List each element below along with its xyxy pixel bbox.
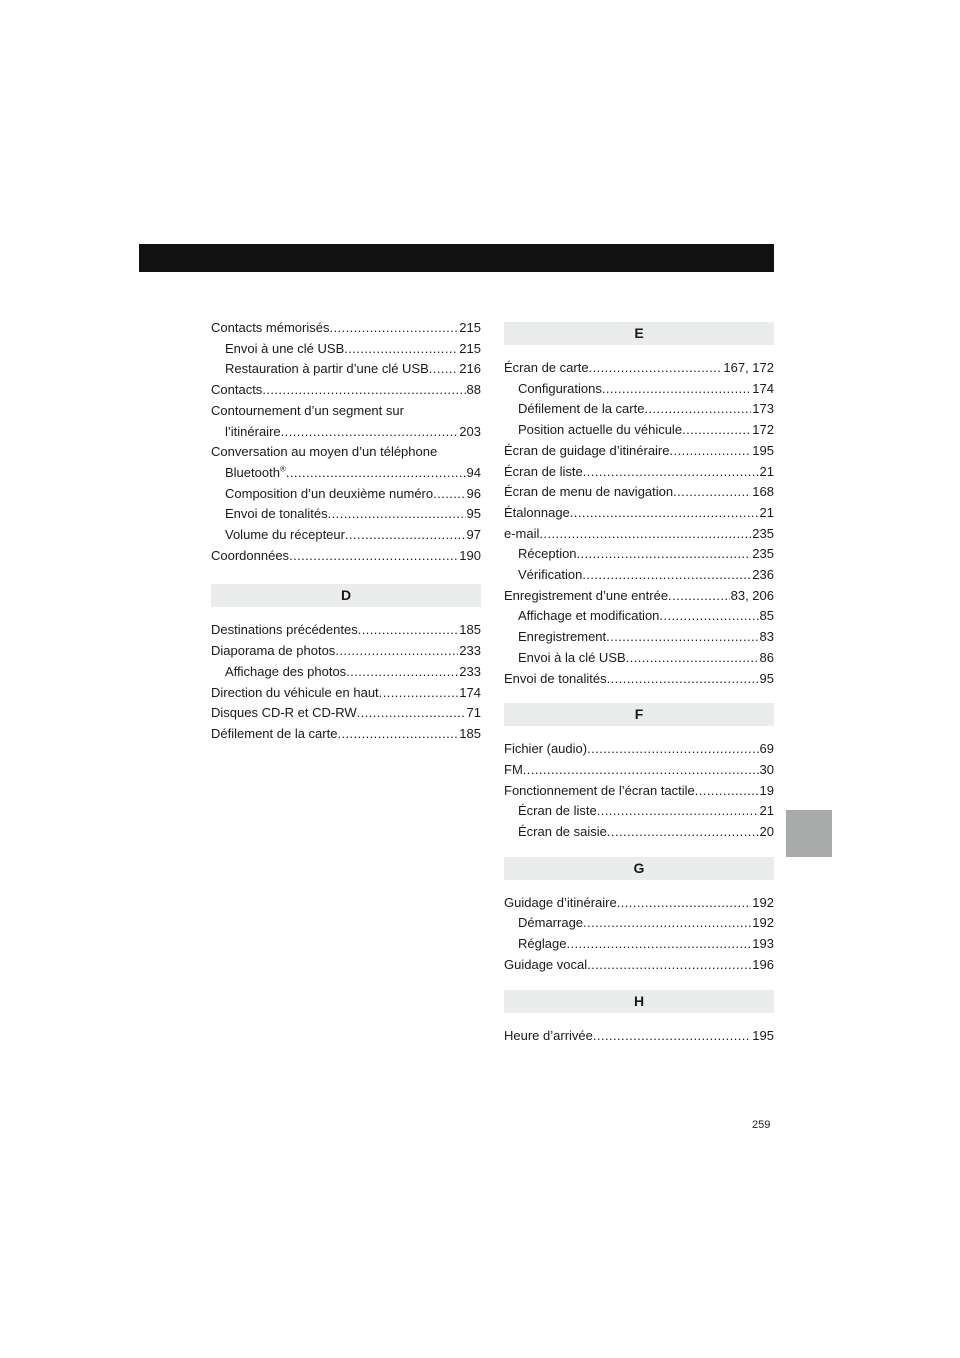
entry-label: Écran de menu de navigation	[504, 484, 674, 500]
entry-line	[211, 422, 481, 443]
dot-leader	[583, 462, 759, 483]
entry-page: 233	[459, 643, 481, 659]
entry-page: 21	[759, 463, 774, 479]
dot-leader	[379, 683, 459, 704]
entry-label: Destinations précédentes	[211, 622, 358, 638]
index-subentry	[504, 801, 774, 822]
header-bar	[139, 244, 774, 272]
dot-leader	[670, 441, 752, 462]
entry-label: Réception	[518, 546, 577, 562]
entry-page: 88	[466, 382, 481, 398]
entry-label: Envoi de tonalités	[504, 670, 607, 686]
entry-label: Diaporama de photos	[211, 643, 336, 659]
chapter-tab	[786, 810, 832, 857]
dot-leader	[346, 662, 458, 683]
dot-leader	[587, 955, 751, 976]
entry-page: 192	[752, 894, 774, 910]
index-entry	[211, 641, 481, 662]
index-entry	[504, 781, 774, 802]
entry-label: Vérification	[518, 567, 583, 583]
index-subentry	[504, 648, 774, 669]
index-entry	[211, 724, 481, 745]
entry-label: Heure d’arrivée	[504, 1027, 593, 1043]
dot-leader	[607, 822, 759, 843]
entry-label: Affichage et modification	[518, 608, 660, 624]
entry-page: 30	[759, 761, 774, 777]
entry-group	[211, 484, 481, 567]
index-entry	[211, 620, 481, 641]
index-subentry	[504, 934, 774, 955]
index-subentry	[504, 822, 774, 843]
registered-mark: ®	[279, 464, 286, 474]
index-subentry	[504, 627, 774, 648]
dot-leader	[570, 503, 759, 524]
dot-leader	[673, 482, 751, 503]
entry-page: 71	[466, 705, 481, 721]
entry-label: Défilement de la carte	[211, 725, 338, 741]
entry-page: 174	[459, 684, 481, 700]
dot-leader	[289, 546, 458, 567]
index-subentry	[504, 606, 774, 627]
index-subentry	[211, 525, 481, 546]
entry-label: Écran de carte	[504, 360, 589, 375]
entry-page: 19	[759, 782, 774, 798]
dot-leader	[344, 339, 458, 360]
entry-label: Fichier (audio)	[504, 741, 588, 757]
index-entry	[211, 546, 481, 567]
entry-page: 83, 206	[730, 587, 774, 603]
index-entry	[504, 524, 774, 545]
entry-label: Disques CD-R et CD-RW	[211, 705, 357, 721]
entry-page: 192	[752, 915, 774, 931]
dot-leader	[262, 380, 465, 401]
entry-label: Direction du véhicule en haut	[211, 684, 379, 700]
page-number: 259	[752, 1119, 771, 1131]
index-subentry	[504, 420, 774, 441]
index-subentry	[211, 662, 481, 683]
entry-page: 173	[752, 401, 774, 417]
index-subentry	[211, 359, 481, 380]
dot-leader	[668, 586, 730, 607]
index-entry	[504, 586, 774, 607]
entry-label: Conversation au moyen d’un téléphone	[211, 444, 438, 460]
entry-label: Guidage vocal	[504, 956, 588, 972]
section-letter: D	[211, 584, 481, 607]
entry-label: Coordonnées	[211, 547, 290, 563]
index-entry	[504, 358, 774, 379]
entry-group	[211, 620, 481, 744]
entry-label: Guidage d’itinéraire	[504, 894, 617, 910]
index-entry	[504, 503, 774, 524]
index-subentry	[504, 544, 774, 565]
entry-page: 203	[459, 423, 481, 439]
entry-label: l’itinéraire	[225, 423, 281, 439]
dot-leader	[345, 525, 466, 546]
dot-leader	[659, 606, 758, 627]
entry-page: 172	[752, 422, 774, 438]
index-entry	[211, 442, 481, 483]
entry-label: Envoi à la clé USB	[518, 649, 626, 665]
dot-leader	[589, 358, 723, 379]
entry-label: Contacts	[211, 382, 263, 398]
entry-page: 233	[459, 663, 481, 679]
entry-label: Écran de saisie	[518, 824, 607, 840]
dot-leader	[429, 359, 459, 380]
dot-leader	[281, 422, 459, 443]
entry-page: 69	[759, 741, 774, 757]
entry-page: 83	[759, 629, 774, 645]
entry-page: 85	[759, 608, 774, 624]
dot-leader	[695, 781, 759, 802]
entry-page: 195	[752, 1027, 774, 1043]
index-subentry	[211, 339, 481, 360]
index-entry	[504, 955, 774, 976]
dot-leader	[582, 565, 751, 586]
index-entry	[211, 401, 481, 442]
index-subentry	[504, 565, 774, 586]
index-entry	[211, 380, 481, 401]
dot-leader	[607, 669, 759, 690]
dot-leader	[337, 724, 458, 745]
dot-leader	[644, 399, 751, 420]
index-entry	[211, 318, 481, 339]
dot-leader	[433, 484, 465, 505]
entry-page: 190	[459, 547, 481, 563]
entry-page: 236	[752, 567, 774, 583]
dot-leader	[357, 703, 466, 724]
entry-label: Restauration à partir d’une clé USB	[225, 361, 429, 377]
index-column-right	[504, 322, 774, 1046]
entry-group	[504, 358, 774, 689]
entry-page: 216	[459, 361, 481, 377]
index-entry	[504, 739, 774, 760]
index-subentry	[504, 379, 774, 400]
entry-label: Démarrage	[518, 915, 584, 931]
entry-label	[225, 463, 286, 484]
entry-page: 20	[759, 824, 774, 840]
entry-label: Écran de liste	[518, 803, 597, 819]
index-subentry	[211, 484, 481, 505]
index-entry	[211, 683, 481, 704]
entry-label: Volume du récepteur	[225, 527, 345, 543]
entry-page: 86	[759, 649, 774, 665]
dot-leader	[286, 463, 466, 484]
index-subentry	[504, 399, 774, 420]
entry-label-text: Bluetooth	[225, 464, 280, 480]
index-subentry	[211, 504, 481, 525]
entry-label: Envoi à une clé USB	[225, 340, 345, 356]
entry-label: Contournement d’un segment sur	[211, 402, 404, 418]
entry-page: 185	[459, 622, 481, 638]
dot-leader	[593, 1026, 751, 1047]
entry-label: Étalonnage	[504, 504, 570, 520]
dot-leader	[606, 627, 758, 648]
dot-leader	[328, 504, 466, 525]
entry-label: FM	[504, 761, 523, 777]
index-entry	[504, 462, 774, 483]
dot-leader	[539, 524, 751, 545]
dot-leader	[626, 648, 759, 669]
entry-group	[504, 739, 774, 843]
entry-label: Position actuelle du véhicule	[518, 422, 683, 438]
entry-label: Écran de guidage d’itinéraire	[504, 442, 670, 458]
dot-leader	[358, 620, 459, 641]
section-letter: G	[504, 857, 774, 880]
dot-leader	[335, 641, 458, 662]
entry-page: 235	[752, 525, 774, 541]
entry-label: Configurations	[518, 380, 602, 396]
dot-leader	[602, 379, 751, 400]
entry-label: Enregistrement d’une entrée	[504, 587, 669, 603]
section-letter: F	[504, 703, 774, 726]
entry-group	[504, 893, 774, 976]
entry-page: 94	[466, 464, 481, 480]
entry-group	[211, 318, 481, 401]
entry-page: 195	[752, 442, 774, 458]
entry-page: 174	[752, 380, 774, 396]
dot-leader	[583, 913, 751, 934]
entry-label: Enregistrement	[518, 629, 607, 645]
entry-label: Fonctionnement de l’écran tactile	[504, 782, 695, 798]
section-letter: E	[504, 322, 774, 345]
entry-line	[211, 463, 481, 484]
entry-page: 215	[459, 320, 481, 335]
entry-page: 95	[466, 506, 481, 522]
entry-label: Défilement de la carte	[518, 401, 645, 417]
dot-leader	[566, 934, 751, 955]
entry-page: 167, 172	[723, 360, 774, 375]
dot-leader	[329, 318, 458, 339]
section-letter: H	[504, 990, 774, 1013]
entry-page: 97	[466, 527, 481, 543]
entry-page: 96	[466, 485, 481, 501]
entry-page: 21	[759, 504, 774, 520]
dot-leader	[682, 420, 751, 441]
entry-page: 95	[759, 670, 774, 686]
entry-page: 215	[459, 340, 481, 356]
dot-leader	[587, 739, 758, 760]
dot-leader	[577, 544, 752, 565]
index-subentry	[504, 913, 774, 934]
entry-label: Réglage	[518, 936, 567, 952]
dot-leader	[617, 893, 752, 914]
entry-label: Contacts mémorisés	[211, 320, 330, 335]
entry-group	[504, 1026, 774, 1047]
entry-label: Envoi de tonalités	[225, 506, 328, 522]
index-column-left	[211, 318, 481, 745]
index-entry	[211, 703, 481, 724]
entry-label: Composition d’un deuxième numéro	[225, 485, 434, 501]
entry-label: Écran de liste	[504, 463, 583, 479]
dot-leader	[597, 801, 759, 822]
entry-page: 21	[759, 803, 774, 819]
index-entry	[504, 482, 774, 503]
entry-page: 196	[752, 956, 774, 972]
entry-page: 235	[752, 546, 774, 562]
entry-page: 193	[752, 936, 774, 952]
index-entry	[504, 893, 774, 914]
dot-leader	[523, 760, 759, 781]
entry-label: Affichage des photos	[225, 663, 347, 679]
entry-label: e-mail	[504, 525, 540, 541]
entry-page: 185	[459, 725, 481, 741]
entry-page: 168	[752, 484, 774, 500]
index-entry	[504, 760, 774, 781]
index-entry	[504, 441, 774, 462]
index-entry	[504, 1026, 774, 1047]
index-entry	[504, 669, 774, 690]
